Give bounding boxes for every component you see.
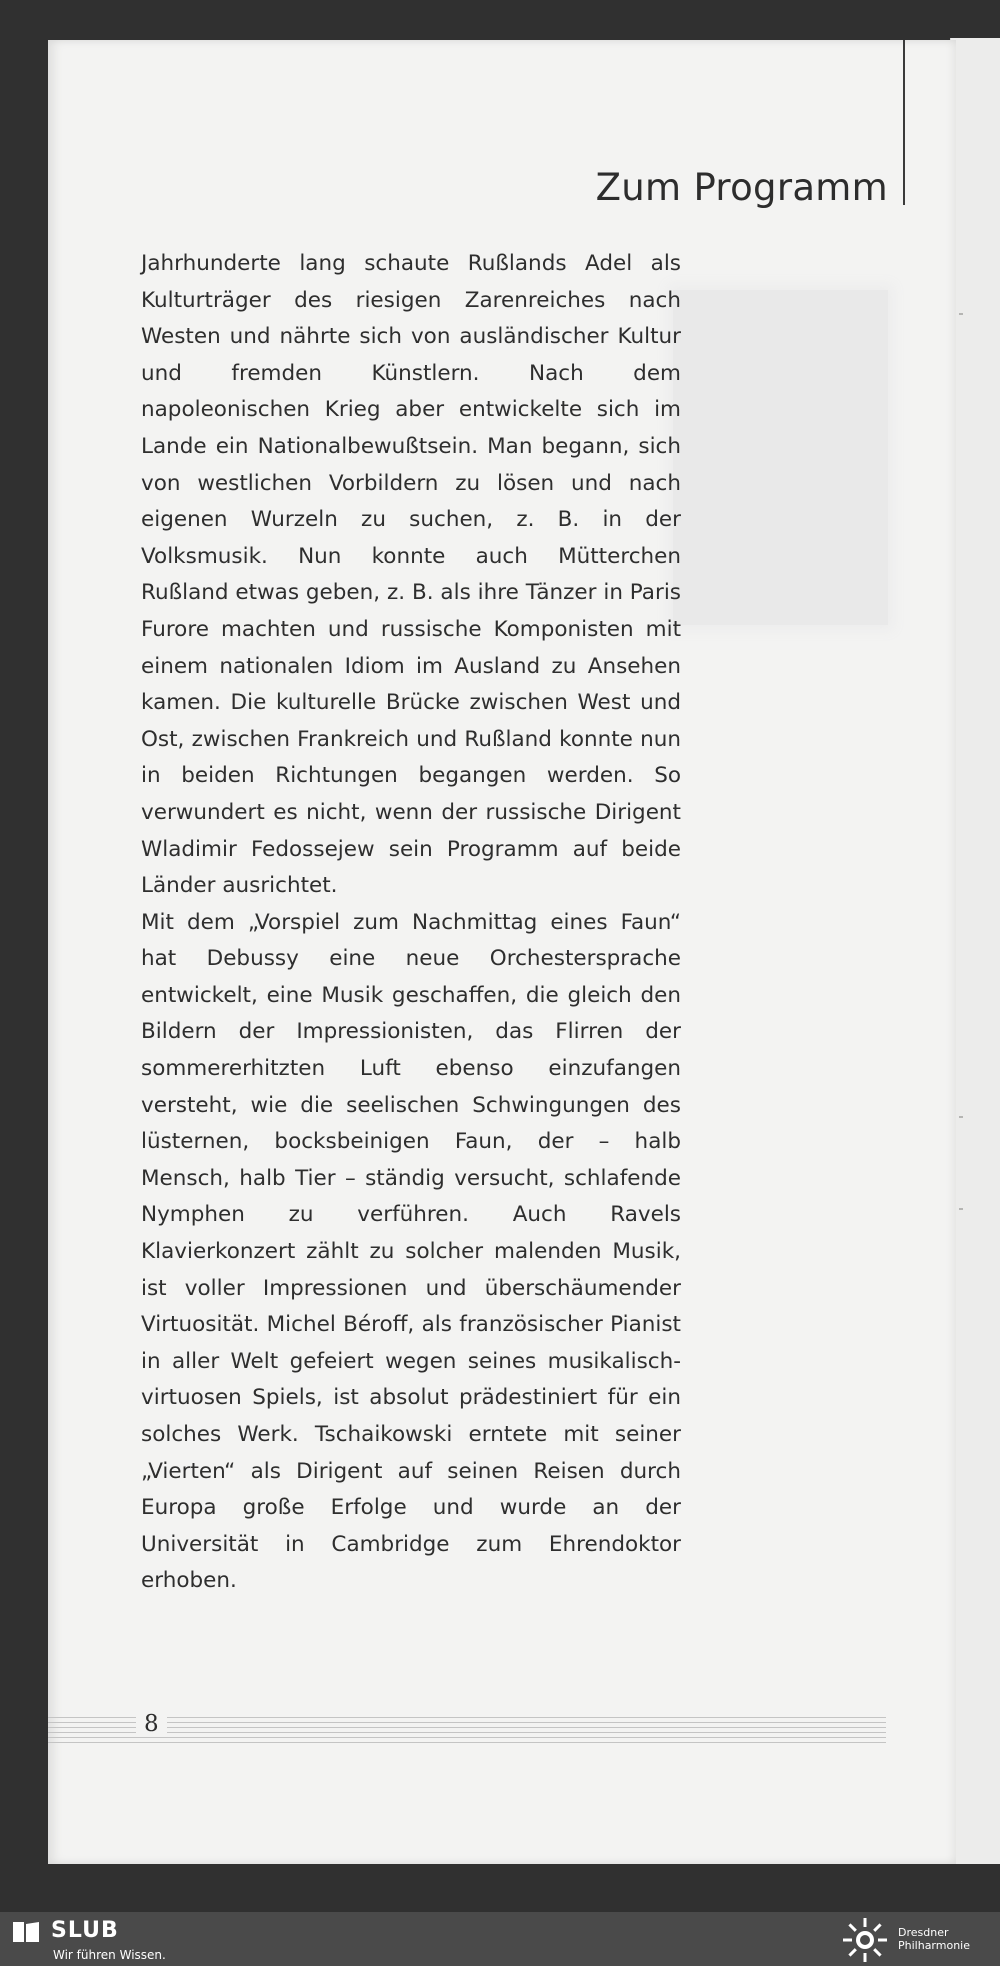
paragraph-2: Mit dem „Vorspiel zum Nachmittag eines Faun“ hat Debussy eine neue Orchestersprache entwickelt, eine Musik geschaffen, die gleich den Bildern der Impressionisten, das Flirren der sommererhitzten Luft ebenso einzufangen versteht, wie die seelischen Schwingungen des lüsternen, bocksbeinigen Faun, der – halb Mensch, halb Tier – ständig versucht, schlafende Nymphen zu verführen. Auch Ravels Klavierkonzert zählt zu solcher malenden Musik, ist voller Impressionen und überschäumender Virtuosität. Michel Béroff, als französischer Pianist in aller Welt gefeiert wegen seines musikalisch-virtuosen Spiels, ist absolut prädestiniert für ein solches Werk. Tschaikowski erntete mit seiner „Vierten“ als Dirigent auf seinen Reisen durch Europa große Erfolge und wurde an der Universität in Cambridge zum Ehrendoktor erhoben. [141, 909, 681, 1594]
adjacent-page-mark [959, 313, 963, 315]
library-slogan: Wir führen Wissen. [53, 1948, 166, 1962]
body-text [141, 246, 681, 1600]
document-page [48, 40, 956, 1864]
adjacent-page-mark [959, 1208, 963, 1210]
philharmonie-logo-icon [842, 1917, 888, 1963]
viewer-footer-bar [0, 1912, 1000, 1966]
library-name: SLUB [51, 1918, 119, 1943]
page-number: 8 [136, 1711, 167, 1737]
partner-name [898, 1926, 998, 1952]
footer-rule-line [48, 1722, 886, 1723]
partner-name-line2: Philharmonie [898, 1939, 970, 1952]
footer-rule-line [48, 1737, 886, 1738]
page-title: Zum Programm [595, 166, 888, 209]
partner-name-line1: Dresdner [898, 1926, 949, 1939]
paragraph-1: Jahrhunderte lang schaute Rußlands Adel als Kulturträger des riesigen Zarenreiches nach Westen und nährte sich von ausländischer Kultur und fremden Künstlern. Nach dem napoleonischen Krieg aber entwickelte sich im Lande ein Nationalbewußtsein. Man begann, sich von westlichen Vorbildern zu lösen und nach eigenen Wurzeln zu suchen, z. B. in der Volksmusik. Nun konnte auch Mütterchen Rußland etwas geben, z. B. als ihre Tänzer in Paris Furore machten und russische Komponisten mit einem nationalen Idiom im Ausland zu Ansehen kamen. Die kulturelle Brücke zwischen West und Ost, zwischen Frankreich und Rußland konnte nun in beiden Richtungen begangen werden. So verwundert es nicht, wenn der russische Dirigent Wladimir Fedossejew sein Programm auf beide Länder ausrichtet. [141, 251, 681, 899]
footer-rule-line [48, 1732, 886, 1733]
footer-rule-line [48, 1742, 886, 1743]
adjacent-page-mark [959, 1116, 963, 1118]
footer-rules [48, 1717, 886, 1747]
title-rule [903, 40, 905, 205]
footer-rule-line [48, 1727, 886, 1728]
slub-book-icon [12, 1921, 40, 1943]
adjacent-page-edge [950, 38, 1000, 1864]
footer-rule-line [48, 1717, 886, 1718]
show-through-image [673, 290, 888, 625]
